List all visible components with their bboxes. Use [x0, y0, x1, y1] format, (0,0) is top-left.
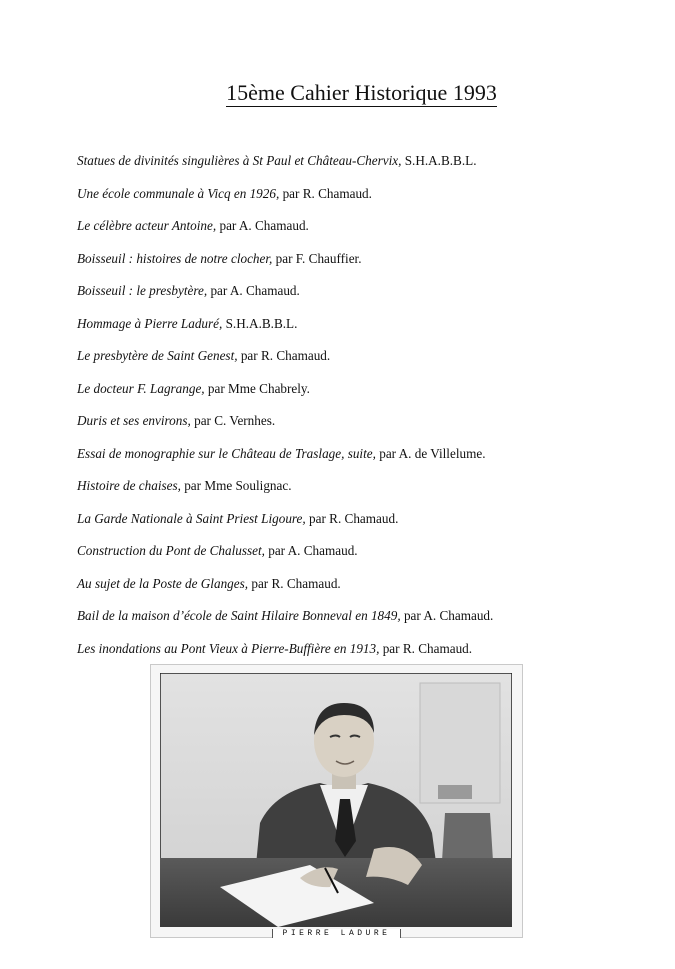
article-title: Au sujet de la Poste de Glanges,	[77, 575, 249, 591]
page-title	[0, 80, 675, 106]
article-entry	[77, 281, 637, 314]
article-author: par A. Chamaud.	[264, 543, 358, 558]
article-title: Hommage à Pierre Laduré,	[77, 315, 223, 331]
article-author: par R. Chamaud.	[248, 575, 341, 591]
article-title: Le célèbre acteur Antoine,	[77, 218, 217, 233]
article-author: par A. Chamaud.	[216, 218, 309, 233]
article-entry	[77, 249, 637, 282]
article-author: par A. de Villelume.	[375, 445, 486, 461]
article-author: par Mme Chabrely.	[204, 380, 310, 396]
page-title-text: 15ème Cahier Historique 1993	[226, 80, 497, 105]
article-title: Construction du Pont de Chalusset,	[77, 543, 265, 558]
photo-caption	[150, 929, 523, 938]
article-entry	[77, 379, 637, 412]
article-entry	[77, 541, 637, 574]
article-author: par F. Chauffier.	[272, 250, 362, 266]
article-title: Boisseuil : le presbytère,	[77, 283, 208, 298]
article-entry	[77, 411, 637, 444]
article-entry	[77, 606, 637, 639]
article-title: Statues de divinités singulières à St Paul et Château-Chervix,	[77, 153, 402, 168]
article-author: par R. Chamaud.	[305, 510, 399, 526]
article-title: La Garde Nationale à Saint Priest Ligoure,	[77, 510, 306, 526]
article-entry	[77, 184, 637, 217]
article-author: par A. Chamaud.	[400, 608, 494, 623]
article-author: par R. Chamaud.	[237, 348, 331, 363]
article-author: par R. Chamaud.	[279, 185, 372, 201]
article-author: par A. Chamaud.	[207, 283, 300, 298]
article-entry	[77, 216, 637, 249]
portrait-photo	[160, 673, 512, 927]
article-title: Boisseuil : histoires de notre clocher,	[77, 250, 273, 266]
article-entry	[77, 444, 637, 477]
article-entry	[77, 314, 637, 347]
portrait-photo-frame	[150, 664, 523, 938]
article-list	[77, 151, 637, 671]
article-title: Le presbytère de Saint Genest,	[77, 348, 238, 363]
article-author: par C. Vernhes.	[190, 413, 276, 428]
article-title: Le docteur F. Lagrange,	[77, 380, 205, 396]
article-entry	[77, 476, 637, 509]
article-author: par R. Chamaud.	[379, 640, 473, 656]
article-title: Bail de la maison d’école de Saint Hilaire Bonneval en 1849,	[77, 608, 401, 623]
photo-caption-text: PIERRE LADURE	[272, 929, 402, 938]
article-title: Les inondations au Pont Vieux à Pierre-Buffière en 1913,	[77, 640, 380, 656]
article-title: Histoire de chaises,	[77, 478, 181, 493]
article-title: Duris et ses environs,	[77, 413, 191, 428]
article-entry	[77, 346, 637, 379]
article-title: Une école communale à Vicq en 1926,	[77, 185, 280, 201]
article-author: par Mme Soulignac.	[180, 478, 292, 493]
article-entry	[77, 574, 637, 607]
article-entry	[77, 151, 637, 184]
article-author: S.H.A.B.B.L.	[222, 315, 298, 331]
article-entry	[77, 509, 637, 542]
article-author: S.H.A.B.B.L.	[401, 153, 477, 168]
article-title: Essai de monographie sur le Château de Traslage, suite,	[77, 445, 376, 461]
